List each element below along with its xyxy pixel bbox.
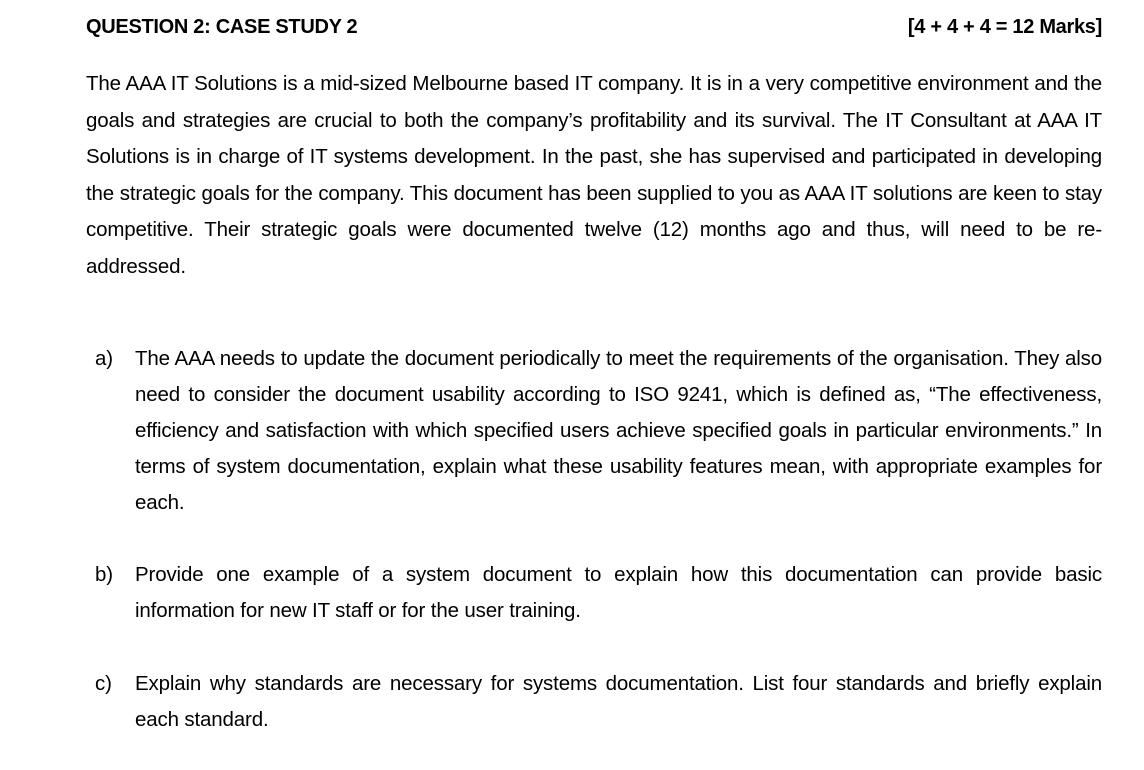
question-text: The AAA needs to update the document periodically to meet the requirements of the organisation. They also need to consider the document usability according to ISO 9241, which is defined as, “The effectiveness, efficiency and satisfaction with which specified users achieve specified goals in particular environments.” In terms of system documentation, explain what these usability features mean, with appropriate examples for each. xyxy=(135,347,1102,514)
question-item-a xyxy=(86,341,1102,521)
question-label: a) xyxy=(95,347,113,370)
question-label: b) xyxy=(95,563,113,586)
case-study-intro: The AAA IT Solutions is a mid-sized Melbourne based IT company. It is in a very competitive environment and the goals and strategies are crucial to both the company’s profitability and its survival. The IT Consultant at AAA IT Solutions is in charge of IT systems development. In the past, she has supervised and participated in developing the strategic goals for the company. This document has been supplied to you as AAA IT solutions are keen to stay competitive. Their strategic goals were documented twelve (12) months ago and thus, will need to be re-addressed. xyxy=(86,72,1102,278)
question-text: Explain why standards are necessary for systems documentation. List four standards and briefly explain each standard. xyxy=(135,672,1102,731)
question-item-b xyxy=(86,557,1102,629)
marks-allocation: [4 + 4 + 4 = 12 Marks] xyxy=(907,15,1102,38)
question-title: QUESTION 2: CASE STUDY 2 xyxy=(86,15,358,38)
document-page xyxy=(86,0,1102,770)
question-header xyxy=(86,14,1102,40)
question-text: Provide one example of a system document to explain how this documentation can provide basic information for new IT staff or for the user training. xyxy=(135,563,1102,622)
question-item-c xyxy=(86,666,1102,738)
question-label: c) xyxy=(95,672,112,695)
